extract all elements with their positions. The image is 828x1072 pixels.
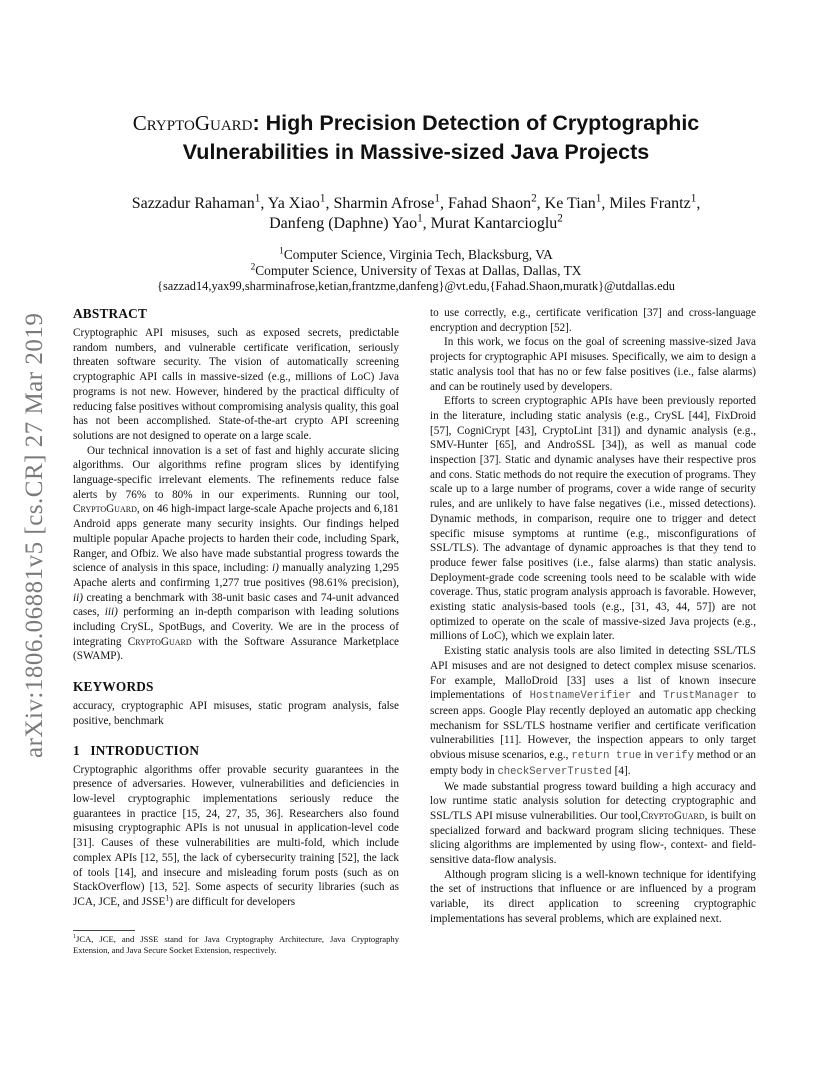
abstract-paragraph-1: Cryptographic API misuses, such as exposed secrets, predictable random numbers, and vulnerable certificate verification, seriously threaten software security. The vision of automatically screening cryptographic API calls in massive-sized (e.g., millions of LoC) Java programs is not new. However, hindered by the practical difficulty of reducing false positives without compromising analysis quality, this goal has not been accomplished. State-of-the-art crypto API screening solutions are not designed to operate on a large scale.: [73, 327, 399, 442]
affiliation-mark: 1: [319, 192, 326, 205]
tool-name: CryptoGuard: [132, 111, 253, 135]
tool-name-inline: CryptoGuard: [73, 503, 137, 516]
affiliation-mark: 1: [254, 192, 261, 205]
intro-paragraph-related-work: Efforts to screen cryptographic APIs have been previously reported in the literature, including static analysis (e.g., CrySL [44], FixDroid [57], CogniCrypt [43], CryptoLint [31]) and dynamic analysis (e.g., SMV-Hunter [65], and AndroSSL [34]), as well as manual code inspection [37]. Static and dynamic analyses have their respective pros and cons. Static methods do not require the execution of programs. They scale up to a large number of programs, cover a wide range of security rules, and are unlikely to have false negatives (i.e., missed detections). Dynamic methods, in comparison, require one to trigger and detect specific misuse symptoms at runtime (e.g., misconfigurations of SSL/TLS). The advantage of dynamic approaches is that they tend to produce fewer false positives (i.e., false alarms) than static analysis. Deployment-grade code screening tools need to be scalable with wide coverage. Thus, static program analysis approach is favorable. However, existing static analysis-based tools (e.g., [31, 43, 44, 57]) are not optimized to operate on the scale of massive-sized Java projects (e.g., millions of LoC), which we explain later.: [430, 395, 756, 643]
intro-paragraph-1: Cryptographic algorithms offer provable security guarantees in the presence of adversaries. However, vulnerabilities and deficiencies in low-level cryptographic implementations seriously reduce the guarantees in practice [15, 24, 27, 35, 36]. Researchers also found misusing cryptographic APIs is not unusual in application-level code [31]. Causes of these vulnerabilities are multi-fold, which include complex APIs [12, 55], the lack of cybersecurity training [52], the lack of tools [14], and insecure and misleading forum posts (such as on StackOverflow) [13, 52]. Some aspects of security libraries (such as JCA, JCE, and JSSE$^1$) are difficult for developers: [73, 763, 399, 908]
intro-paragraph-contribution: We made substantial progress toward building a high accuracy and low runtime static analysis solution for detecting cryptographic and SSL/TLS API misuse vulnerabilities. Our tool,CryptoGuard, is built on specialized forward and backward program slicing techniques. These slicing algorithms are implemented by using flow-, context- and field-sensitive data-flow analysis.: [430, 780, 756, 867]
author: Sharmin Afrose: [333, 195, 435, 212]
intro-paragraph-slicing: Although program slicing is a well-known technique for identifying the set of instructions that influence or are influenced by a program variable, its direct application to screening cryptographic implementations has several problems, which are explained next.: [430, 868, 756, 925]
author: Sazzadur Rahaman: [131, 195, 255, 212]
affiliation-mark: 1: [434, 192, 440, 205]
affiliation-1: $^1$Computer Science, Virginia Tech, Blacksburg, VA: [279, 246, 553, 262]
intro-paragraph-goal: In this work, we focus on the goal of screening massive-sized Java projects for cryptographic API misuses. Specifically, we aim to design a static analysis tool that has no or few false positives (i.e., false alarms) and can be routinely used by developers.: [430, 336, 756, 393]
author: Miles Frantz: [609, 195, 691, 212]
intro-continuation: to use correctly, e.g., certificate verification [37] and cross-language encryption and decryption [52].: [430, 307, 756, 334]
introduction-heading: 1 INTRODUCTION: [73, 742, 200, 758]
code-return-true: return true: [571, 750, 642, 763]
footnote-divider: [73, 930, 135, 931]
author-emails: {sazzad14,yax99,sharminafrose,ketian,frantzme,danfeng}@vt.edu,{Fahad.Shaon,muratk}@utdallas.edu: [157, 279, 675, 293]
affiliation-1-text: Computer Science, Virginia Tech, Blacksburg, VA: [283, 247, 553, 262]
footnote: [73, 934, 399, 956]
affiliation-mark: 1: [417, 212, 423, 225]
keywords-heading: KEYWORDS: [73, 679, 154, 695]
code-verify: verify: [655, 750, 694, 763]
footnote-mark: 1: [165, 893, 170, 903]
author: Danfeng (Daphne) Yao: [269, 215, 418, 232]
footnote-text: JCA, JCE, and JSSE stand for Java Cryptography Architecture, Java Cryptography Extension, and Java Secure Socket Extension, respectively.: [73, 934, 399, 955]
author: Ya Xiao: [267, 195, 320, 212]
author: Murat Kantarcioglu: [430, 215, 558, 232]
code-hostnameverifier: HostnameVerifier: [529, 690, 632, 703]
paper-title-line-2: Vulnerabilities in Massive-sized Java Projects: [182, 140, 650, 164]
tool-name-inline: CryptoGuard: [640, 809, 705, 822]
affiliation-mark: 2: [557, 212, 563, 225]
footnote-number: 1: [73, 934, 77, 941]
abstract-paragraph-2: Our technical innovation is a set of fast and highly accurate slicing algorithms. Our algorithms refine program slices by identifying language-specific irrelevant elements. The refinements reduce false alerts by 76% to 80% in our experiments. Running our tool, CryptoGuard, on 46 high-impact large-scale Apache projects and 6,181 Android apps generate many security insights. Our findings helped multiple popular Apache projects to harden their code, including Spark, Ranger, and Ofbiz. We also have made substantial progress towards the science of analysis in this space, including: i) manually analyzing 1,295 Apache alerts and confirming 1,277 true positives (98.61% precision), ii) creating a benchmark with 38-unit basic cases and 74-unit advanced cases, iii) performing an in-depth comparison with leading solutions including CrySL, SpotBugs, and Coverity. We are in the process of integrating CryptoGuard with the Software Assurance Marketplace (SWAMP).: [73, 444, 400, 663]
abstract-heading: ABSTRACT: [73, 306, 148, 321]
code-checkservertrusted: checkServerTrusted: [497, 765, 612, 778]
author: Ke Tian: [544, 195, 596, 212]
right-column: [430, 306, 756, 927]
paper-title-line-1: [60, 110, 772, 136]
title-rest: : High Precision Detection of Cryptographic: [252, 111, 700, 135]
left-column: [73, 306, 399, 910]
affiliation-2-text: Computer Science, University of Texas at Dallas, Dallas, TX: [255, 263, 582, 278]
intro-paragraph-ssl-tls: Existing static analysis tools are also limited in detecting SSL/TLS API misuses and are not designed to detect complex misuse scenarios. For example, MalloDroid [33] uses a list of known insecure implementations of HostnameVerifier and TrustManager to screen apps. Google Play recently deployed an automatic app checking mechanism for SSL/TLS hostname verifier and certificate verification vulnerabilities [11]. However, the inspection appears to only target obvious misuse scenarios, e.g., return true in verify method or an empty body in checkServerTrusted [4].: [430, 645, 757, 778]
author-list-line-1: Sazzadur Rahaman$^1$, Ya Xiao$^1$, Sharmin Afrose$^1$, Fahad Shaon$^2$, Ke Tian$^1$, Miles Frantz$^1$,: [131, 192, 701, 212]
affiliation-mark: 2: [531, 192, 537, 205]
affiliation-2: $^2$Computer Science, University of Texas at Dallas, Dallas, TX: [250, 262, 582, 278]
code-trustmanager: TrustManager: [663, 690, 740, 703]
tool-name-inline: CryptoGuard: [127, 635, 192, 648]
keywords-text: accuracy, cryptographic API misuses, static program analysis, false positive, benchmark: [73, 700, 399, 727]
affiliation-mark: 1: [595, 192, 602, 205]
author: Fahad Shaon: [447, 195, 532, 212]
arxiv-identifier-stamp: arXiv:1806.06881v5 [cs.CR] 27 Mar 2019: [21, 312, 48, 758]
affiliation-mark: 1: [690, 192, 697, 205]
author-list-line-2: Danfeng (Daphne) Yao$^1$, Murat Kantarcioglu$^2$: [269, 212, 563, 232]
